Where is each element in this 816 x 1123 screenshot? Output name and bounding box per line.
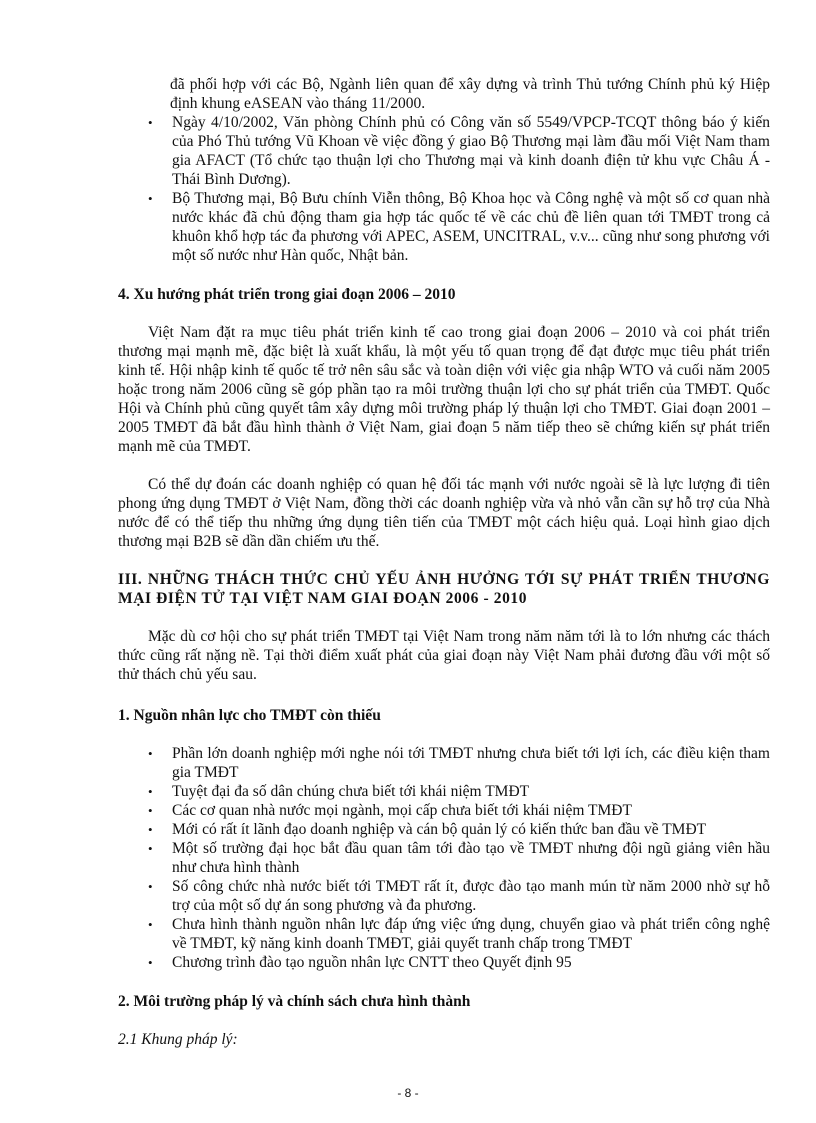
section-1-bullet-list: [118, 744, 770, 972]
page-content: [118, 75, 770, 1049]
list-item: • Mới có rất ít lãnh đạo doanh nghiệp và cán bộ quản lý có kiến thức ban đầu về TMĐT: [118, 820, 770, 839]
section-1-heading: 1. Nguồn nhân lực cho TMĐT còn thiếu: [118, 707, 381, 724]
section-4-paragraph-2: Có thể dự đoán các doanh nghiệp có quan hệ đối tác mạnh với nước ngoài sẽ là lực lượng đi tiên phong ứng dụng TMĐT ở Việt Nam, đồng thời các doanh nghiệp vừa và nhỏ vẫn cần sự hỗ trợ của Nhà nước để có thể tiếp thu những ứng dụng tiên tiến của TMĐT một cách hiệu quả. Loại hình giao dịch thương mại B2B sẽ dần dần chiếm ưu thế.: [118, 476, 770, 550]
top-bullet-list: [116, 75, 770, 113]
section-2-heading: 2. Môi trường pháp lý và chính sách chưa hình thành: [118, 993, 471, 1010]
list-item: • Số công chức nhà nước biết tới TMĐT rất ít, được đào tạo manh mún từ năm 2000 nhờ sự hỗ trợ của một số dự án song phương và đa phương.: [118, 877, 770, 915]
chapter-3-intro: Mặc dù cơ hội cho sự phát triển TMĐT tại Việt Nam trong năm năm tới là to lớn nhưng các thách thức cũng rất nặng nề. Tại thời điểm xuất phát của giai đoạn này Việt Nam phải đương đầu với một số thử thách chủ yếu sau.: [118, 628, 770, 683]
chapter-3-heading: III. NHỮNG THÁCH THỨC CHỦ YẾU ẢNH HƯỞNG TỚI SỰ PHÁT TRIỂN THƯƠNG MẠI ĐIỆN TỬ TẠI VIỆT NAM GIAI ĐOẠN 2006 - 2010: [118, 571, 770, 607]
cooperation-bullet-list: [118, 113, 770, 265]
list-item: • Chưa hình thành nguồn nhân lực đáp ứng việc ứng dụng, chuyển giao và phát triển công nghệ về TMĐT, kỹ năng kinh doanh TMĐT, giải quyết tranh chấp trong TMĐT: [118, 915, 770, 953]
section-4-paragraph-1: Việt Nam đặt ra mục tiêu phát triển kinh tế cao trong giai đoạn 2006 – 2010 và coi phát triển thương mại mạnh mẽ, đặc biệt là xuất khẩu, là một yếu tố quan trọng để đạt được mục tiêu phát triển kinh tế. Hội nhập kinh tế quốc tế trở nên sâu sắc và toàn diện với việc gia nhập WTO vả cuối năm 2005 hoặc trong năm 2006 cũng sẽ góp phần tạo ra môi trường thuận lợi cho sự phát triển của TMĐT. Quốc Hội và Chính phủ cũng quyết tâm xây dựng môi trường pháp lý thuận lợi cho TMĐT. Giai đoạn 2001 – 2005 TMĐT đã bắt đầu hình thành ở Việt Nam, giai đoạn 5 năm tiếp theo sẽ chứng kiến sự phát triển mạnh mẽ của TMĐT.: [118, 324, 770, 455]
list-item: • Phần lớn doanh nghiệp mới nghe nói tới TMĐT nhưng chưa biết tới lợi ích, các điều kiện tham gia TMĐT: [118, 744, 770, 782]
page-number: - 8 -: [397, 1086, 419, 1100]
subsection-2-1-heading: 2.1 Khung pháp lý:: [118, 1031, 238, 1048]
list-item: • Một số trường đại học bắt đầu quan tâm tới đào tạo về TMĐT nhưng đội ngũ giảng viên hầu như chưa hình thành: [118, 839, 770, 877]
section-4-heading: 4. Xu hướng phát triển trong giai đoạn 2006 – 2010: [118, 286, 456, 303]
list-item-continuation: đã phối hợp với các Bộ, Ngành liên quan để xây dựng và trình Thủ tướng Chính phủ ký Hiệp định khung eASEAN vào tháng 11/2000.: [170, 76, 770, 112]
list-item: • Tuyệt đại đa số dân chúng chưa biết tới khái niệm TMĐT: [118, 782, 770, 801]
list-item: • Chương trình đào tạo nguồn nhân lực CNTT theo Quyết định 95: [118, 953, 770, 972]
list-item: • Bộ Thương mại, Bộ Bưu chính Viễn thông, Bộ Khoa học và Công nghệ và một số cơ quan nhà nước khác đã chủ động tham gia hợp tác quốc tế về các chủ đề liên quan tới TMĐT trong cả khuôn khổ hợp tác đa phương với APEC, ASEM, UNCITRAL, v.v... cũng như song phương với một số nước như Hàn quốc, Nhật bản.: [118, 189, 770, 265]
list-item: • Ngày 4/10/2002, Văn phòng Chính phủ có Công văn số 5549/VPCP-TCQT thông báo ý kiến của Phó Thủ tướng Vũ Khoan về việc đồng ý giao Bộ Thương mại làm đầu mối Việt Nam tham gia AFACT (Tổ chức tạo thuận lợi cho Thương mại và kinh doanh điện tử khu vực Châu Á - Thái Bình Dương).: [118, 113, 770, 189]
list-item: • Các cơ quan nhà nước mọi ngành, mọi cấp chưa biết tới khái niệm TMĐT: [118, 801, 770, 820]
